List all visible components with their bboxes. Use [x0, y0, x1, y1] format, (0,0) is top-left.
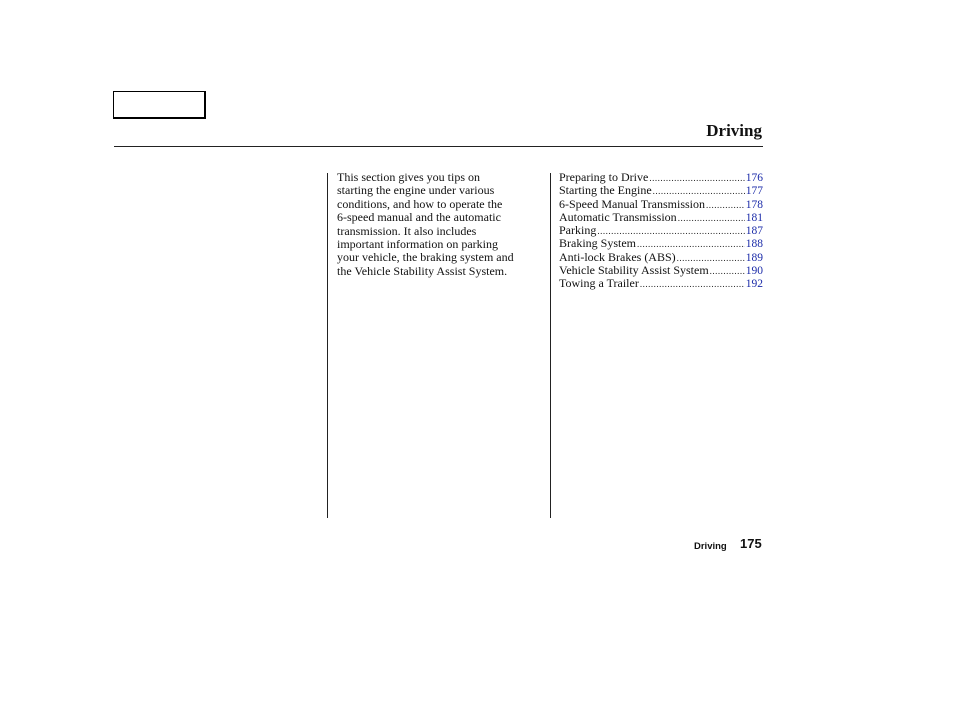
- toc-leader-dots: [710, 265, 745, 277]
- toc-entry-label: Automatic Transmission: [559, 210, 677, 224]
- middle-column-divider: [550, 173, 551, 518]
- toc-entry-anti-lock-brakes[interactable]: [559, 251, 763, 264]
- footer-section-label: Driving: [694, 541, 727, 552]
- toc-page-link[interactable]: 188: [745, 238, 763, 251]
- toc-leader-dots: [677, 252, 745, 264]
- toc-entry-vehicle-stability-assist-system[interactable]: [559, 264, 763, 277]
- section-title: Driving: [706, 121, 762, 140]
- toc-entry-6-speed-manual-transmission[interactable]: [559, 198, 763, 211]
- toc-page-link[interactable]: 190: [745, 265, 763, 278]
- toc-page-link[interactable]: 177: [745, 185, 763, 198]
- toc-entry-label: Anti-lock Brakes (ABS): [559, 250, 676, 264]
- intro-line: This section gives you tips on: [337, 170, 480, 184]
- toc-page-link[interactable]: 189: [745, 251, 763, 264]
- title-divider: [114, 146, 763, 147]
- toc-entry-towing-a-trailer[interactable]: [559, 277, 763, 290]
- toc-entry-parking[interactable]: [559, 224, 763, 237]
- toc-entry-label: Towing a Trailer: [559, 277, 639, 291]
- toc-leader-dots: [706, 199, 745, 211]
- toc-entry-label: Vehicle Stability Assist System: [559, 264, 709, 278]
- toc-entry-braking-system[interactable]: [559, 237, 763, 250]
- left-column-divider: [327, 173, 328, 518]
- intro-line: 6-speed manual and the automatic: [337, 210, 501, 225]
- intro-line: your vehicle, the braking system and: [337, 250, 514, 265]
- toc-page-link[interactable]: 176: [745, 172, 763, 184]
- footer-page-number: 175: [740, 536, 762, 551]
- toc-entry-label: Starting the Engine: [559, 184, 652, 198]
- toc-entry-automatic-transmission[interactable]: [559, 211, 763, 224]
- toc-page-link[interactable]: 181: [745, 211, 763, 224]
- main-menu-button[interactable]: [113, 91, 206, 119]
- toc-entry-label: Parking: [559, 224, 597, 238]
- toc-entry-preparing-to-drive[interactable]: [559, 171, 763, 184]
- intro-line: the Vehicle Stability Assist System.: [337, 263, 508, 278]
- toc-page-link[interactable]: 178: [745, 198, 763, 211]
- intro-line: starting the engine under various: [337, 183, 495, 198]
- toc-leader-dots: [678, 212, 745, 224]
- toc-leader-dots: [597, 225, 744, 237]
- toc-leader-dots: [653, 185, 745, 197]
- intro-paragraph: [337, 171, 549, 278]
- intro-line: important information on parking: [337, 237, 498, 252]
- toc-entry-starting-the-engine[interactable]: [559, 184, 763, 197]
- toc-page-link[interactable]: 192: [745, 278, 763, 291]
- toc-leader-dots: [637, 238, 745, 250]
- toc-entry-label: Preparing to Drive: [559, 171, 649, 184]
- toc-leader-dots: [640, 278, 745, 290]
- toc-entry-label: 6-Speed Manual Transmission: [559, 197, 706, 211]
- toc-page-link[interactable]: 187: [745, 225, 763, 238]
- intro-line: conditions, and how to operate the: [337, 196, 503, 211]
- table-of-contents: [559, 171, 763, 291]
- toc-entry-label: Braking System: [559, 237, 636, 251]
- intro-line: transmission. It also includes: [337, 223, 477, 238]
- toc-leader-dots: [649, 172, 744, 184]
